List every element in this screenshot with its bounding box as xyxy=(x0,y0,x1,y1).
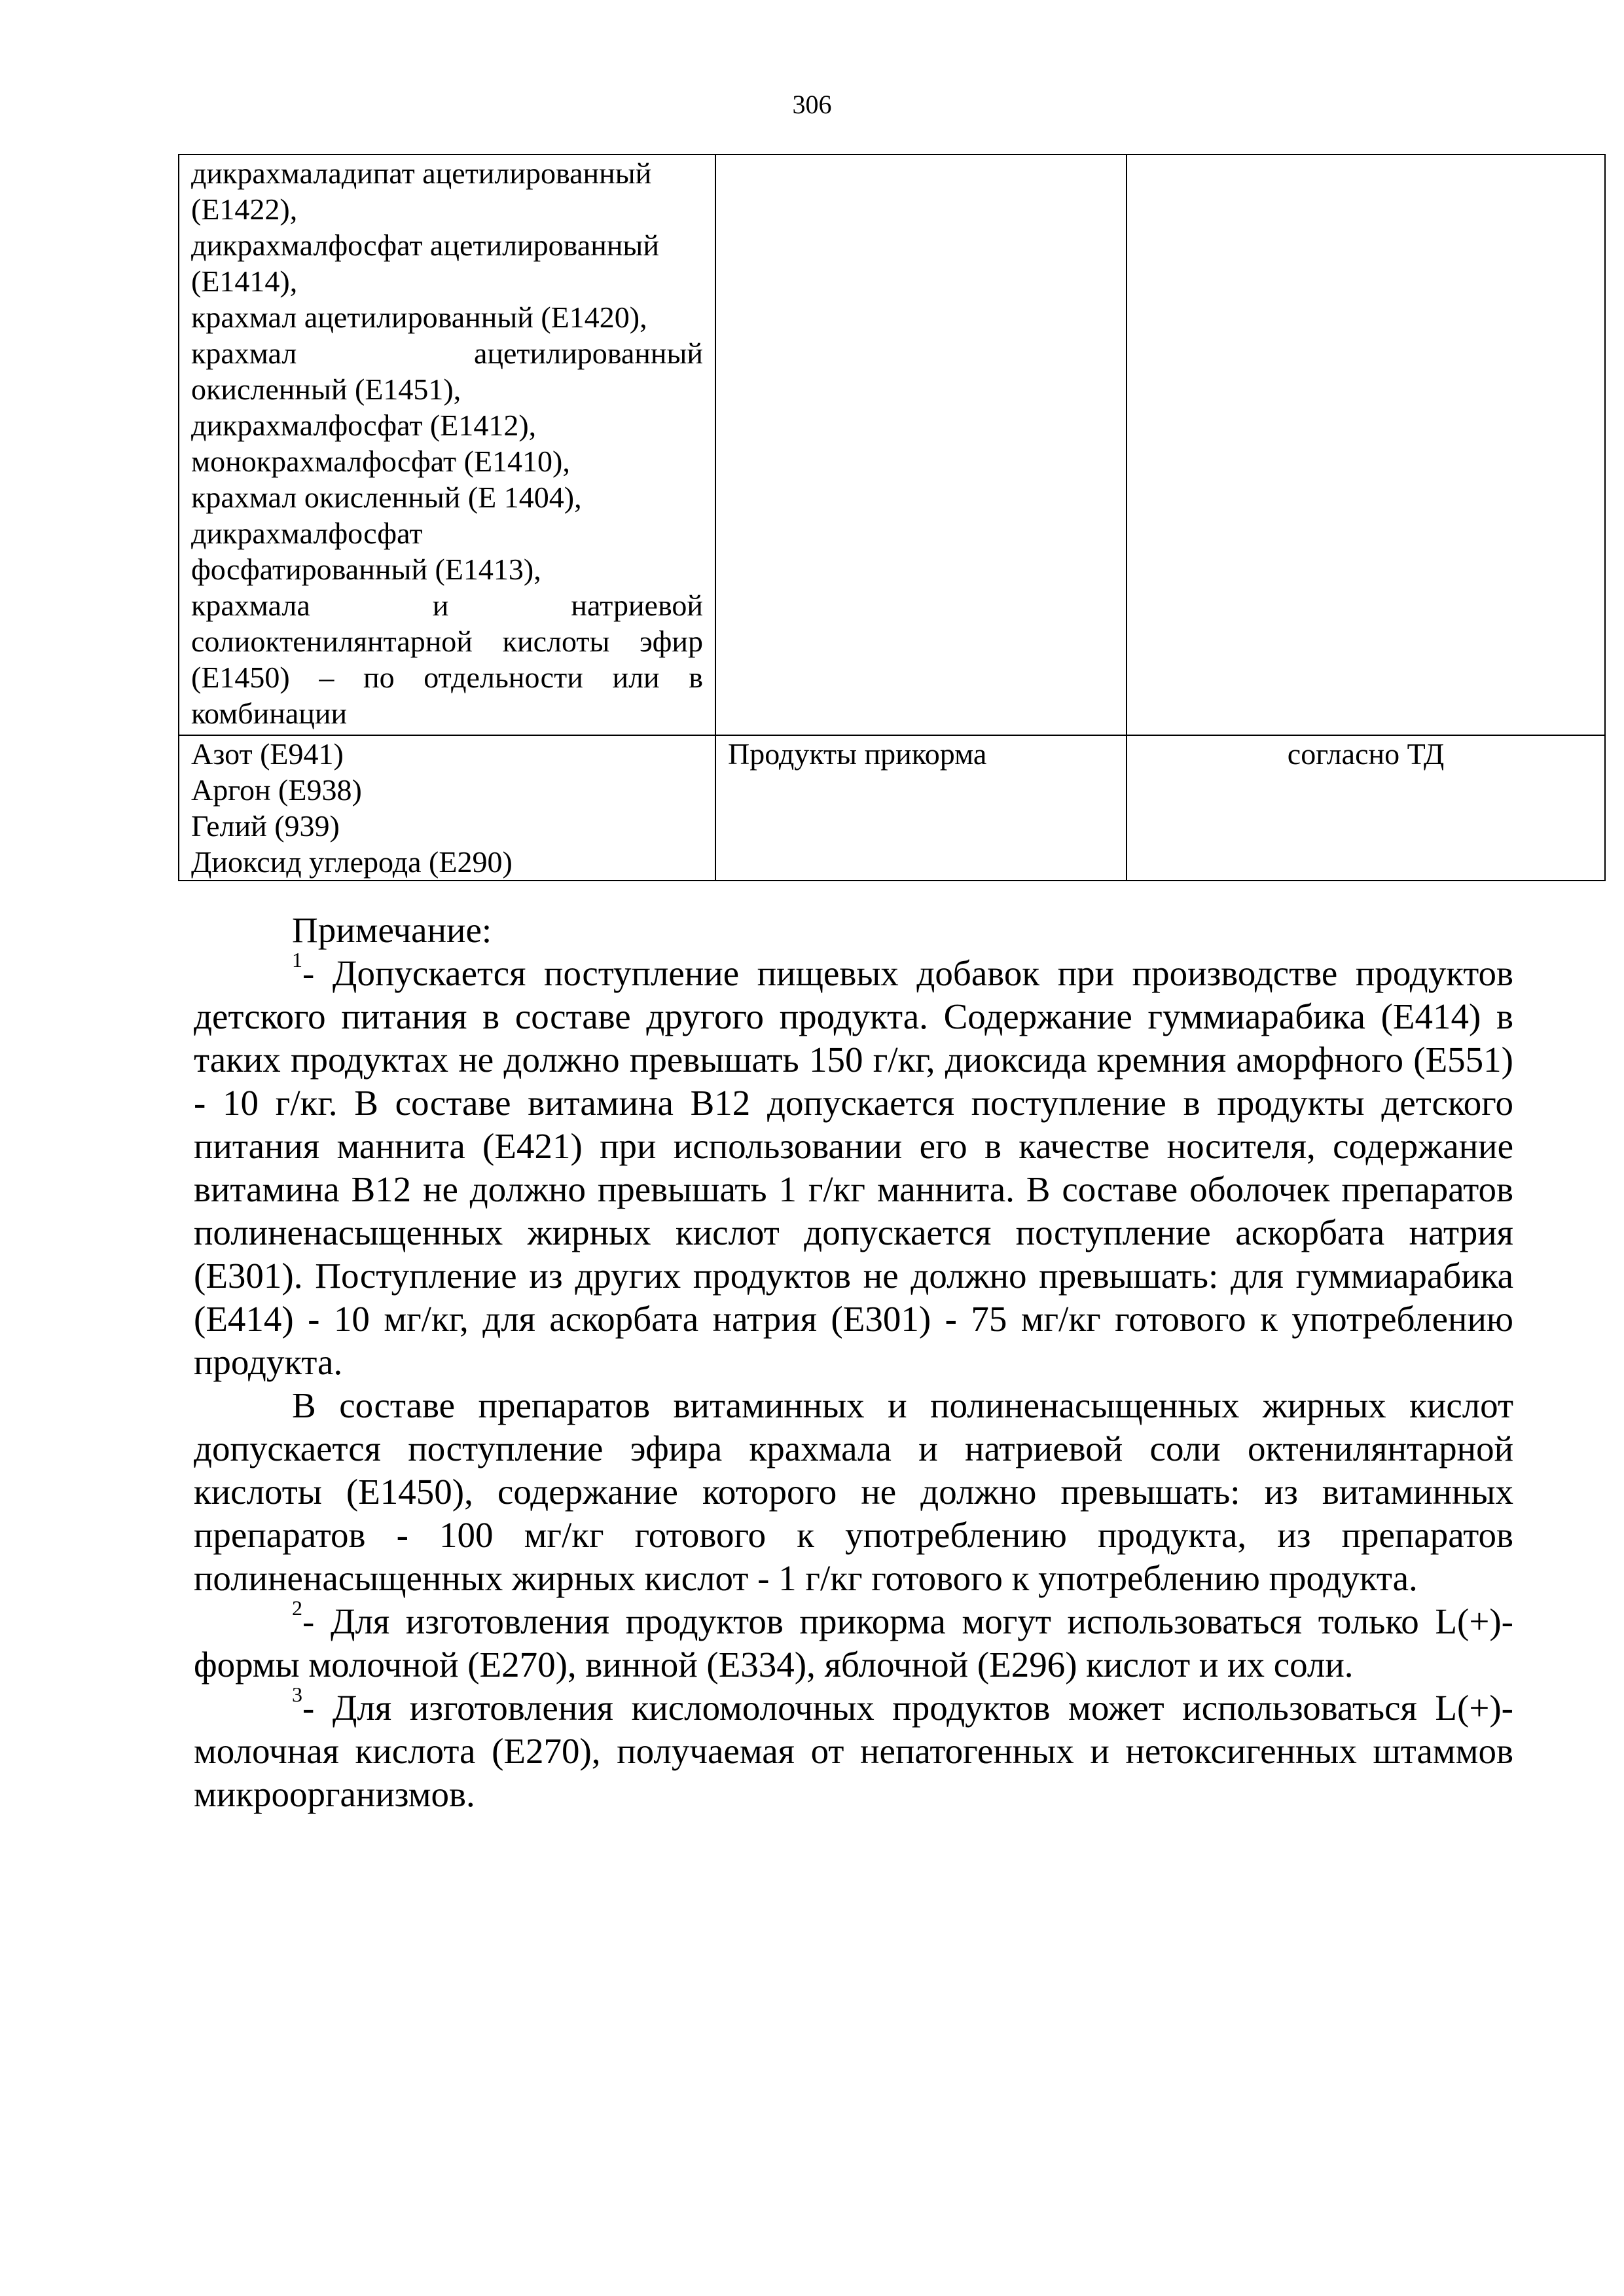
notes-section xyxy=(194,909,1513,1816)
cell-line: (Е1422), xyxy=(191,192,298,226)
note-text: - Допускается поступление пищевых добавок при производстве продуктов детского питания в составе другого продукта. Содержание гуммиарабика (Е414) в таких продуктах не должно превышать 150 г/кг, диоксида кремния аморфного (Е551) - 10 г/кг. В составе витамина В12 допускается поступление в продукты детского питания маннита (Е421) при использовании его в качестве носителя, содержание витамина В12 не должно превышать 1 г/кг маннита. В составе оболочек препаратов полиненасыщенных жирных кислот допускается поступление аскорбата натрия (Е301). Поступление из других продуктов не должно превышать: для гуммиарабика (Е414) - 10 мг/кг, для аскорбата натрия (Е301) - 75 мг/кг готового к употреблению продукта. xyxy=(194,953,1513,1382)
page-number: 306 xyxy=(792,90,832,119)
cell-line: дикрахмаладипат ацетилированный xyxy=(191,156,652,190)
additive-names-cell xyxy=(179,735,715,881)
cell-line: крахмала и натриевой xyxy=(191,589,703,622)
cell-line: Гелий (939) xyxy=(191,809,340,843)
cell-line: крахмал ацетилированный xyxy=(191,337,703,370)
cell-line: окисленный (Е1451), xyxy=(191,373,461,406)
note-2 xyxy=(194,1596,1513,1686)
note-paragraph: В составе препаратов витаминных и полиненасыщенных жирных кислот допускается поступление эфира крахмала и натриевой соли октенилянтарной кислоты (Е1450), содержание которого не должно превышать: из витаминных препаратов - 100 мг/кг готового к употреблению продукта, из препаратов полиненасыщенных жирных кислот - 1 г/кг готового к употреблению продукта. xyxy=(194,1385,1513,1598)
cell-line: фосфатированный (Е1413), xyxy=(191,553,541,586)
cell-line: дикрахмалфосфат xyxy=(191,517,423,550)
footnote-mark: 2 xyxy=(292,1596,302,1620)
cell-line: солиоктенилянтарной кислоты эфир xyxy=(191,625,703,658)
product-cell: Продукты прикорма xyxy=(715,735,1127,881)
product-cell xyxy=(715,155,1127,735)
cell-line: (Е1450) – по отдельности или в xyxy=(191,661,703,694)
cell-line: комбинации xyxy=(191,697,348,730)
table-row xyxy=(179,735,1605,881)
cell-line: монокрахмалфосфат (Е1410), xyxy=(191,445,570,478)
cell-line: Аргон (Е938) xyxy=(191,773,362,807)
note-3 xyxy=(194,1683,1513,1816)
level-cell xyxy=(1127,155,1605,735)
cell-line: крахмал окисленный (Е 1404), xyxy=(191,481,582,514)
additive-names-cell xyxy=(179,155,715,735)
footnote-mark: 3 xyxy=(292,1683,302,1706)
note-1 xyxy=(194,948,1513,1384)
footnote-mark: 1 xyxy=(292,948,302,972)
cell-line: дикрахмалфосфат ацетилированный xyxy=(191,228,659,262)
note-text: - Для изготовления кисломолочных продуктов может использоваться L(+)-молочная кислота (Е270), получаемая от непатогенных и нетоксигенных штаммов микроорганизмов. xyxy=(194,1688,1513,1814)
cell-line: (Е1414), xyxy=(191,264,298,298)
note-text: - Для изготовления продуктов прикорма могут использоваться только L(+)- формы молочной (Е270), винной (Е334), яблочной (Е296) кислот и их соли. xyxy=(194,1601,1513,1685)
cell-line: дикрахмалфосфат (Е1412), xyxy=(191,409,537,442)
level-cell: согласно ТД xyxy=(1127,735,1605,881)
cell-line: Азот (Е941) xyxy=(191,737,344,771)
notes-heading: Примечание: xyxy=(292,910,492,950)
additives-table xyxy=(178,154,1606,881)
cell-line: крахмал ацетилированный (Е1420), xyxy=(191,301,647,334)
table-row xyxy=(179,155,1605,735)
cell-line: Диоксид углерода (Е290) xyxy=(191,845,513,879)
